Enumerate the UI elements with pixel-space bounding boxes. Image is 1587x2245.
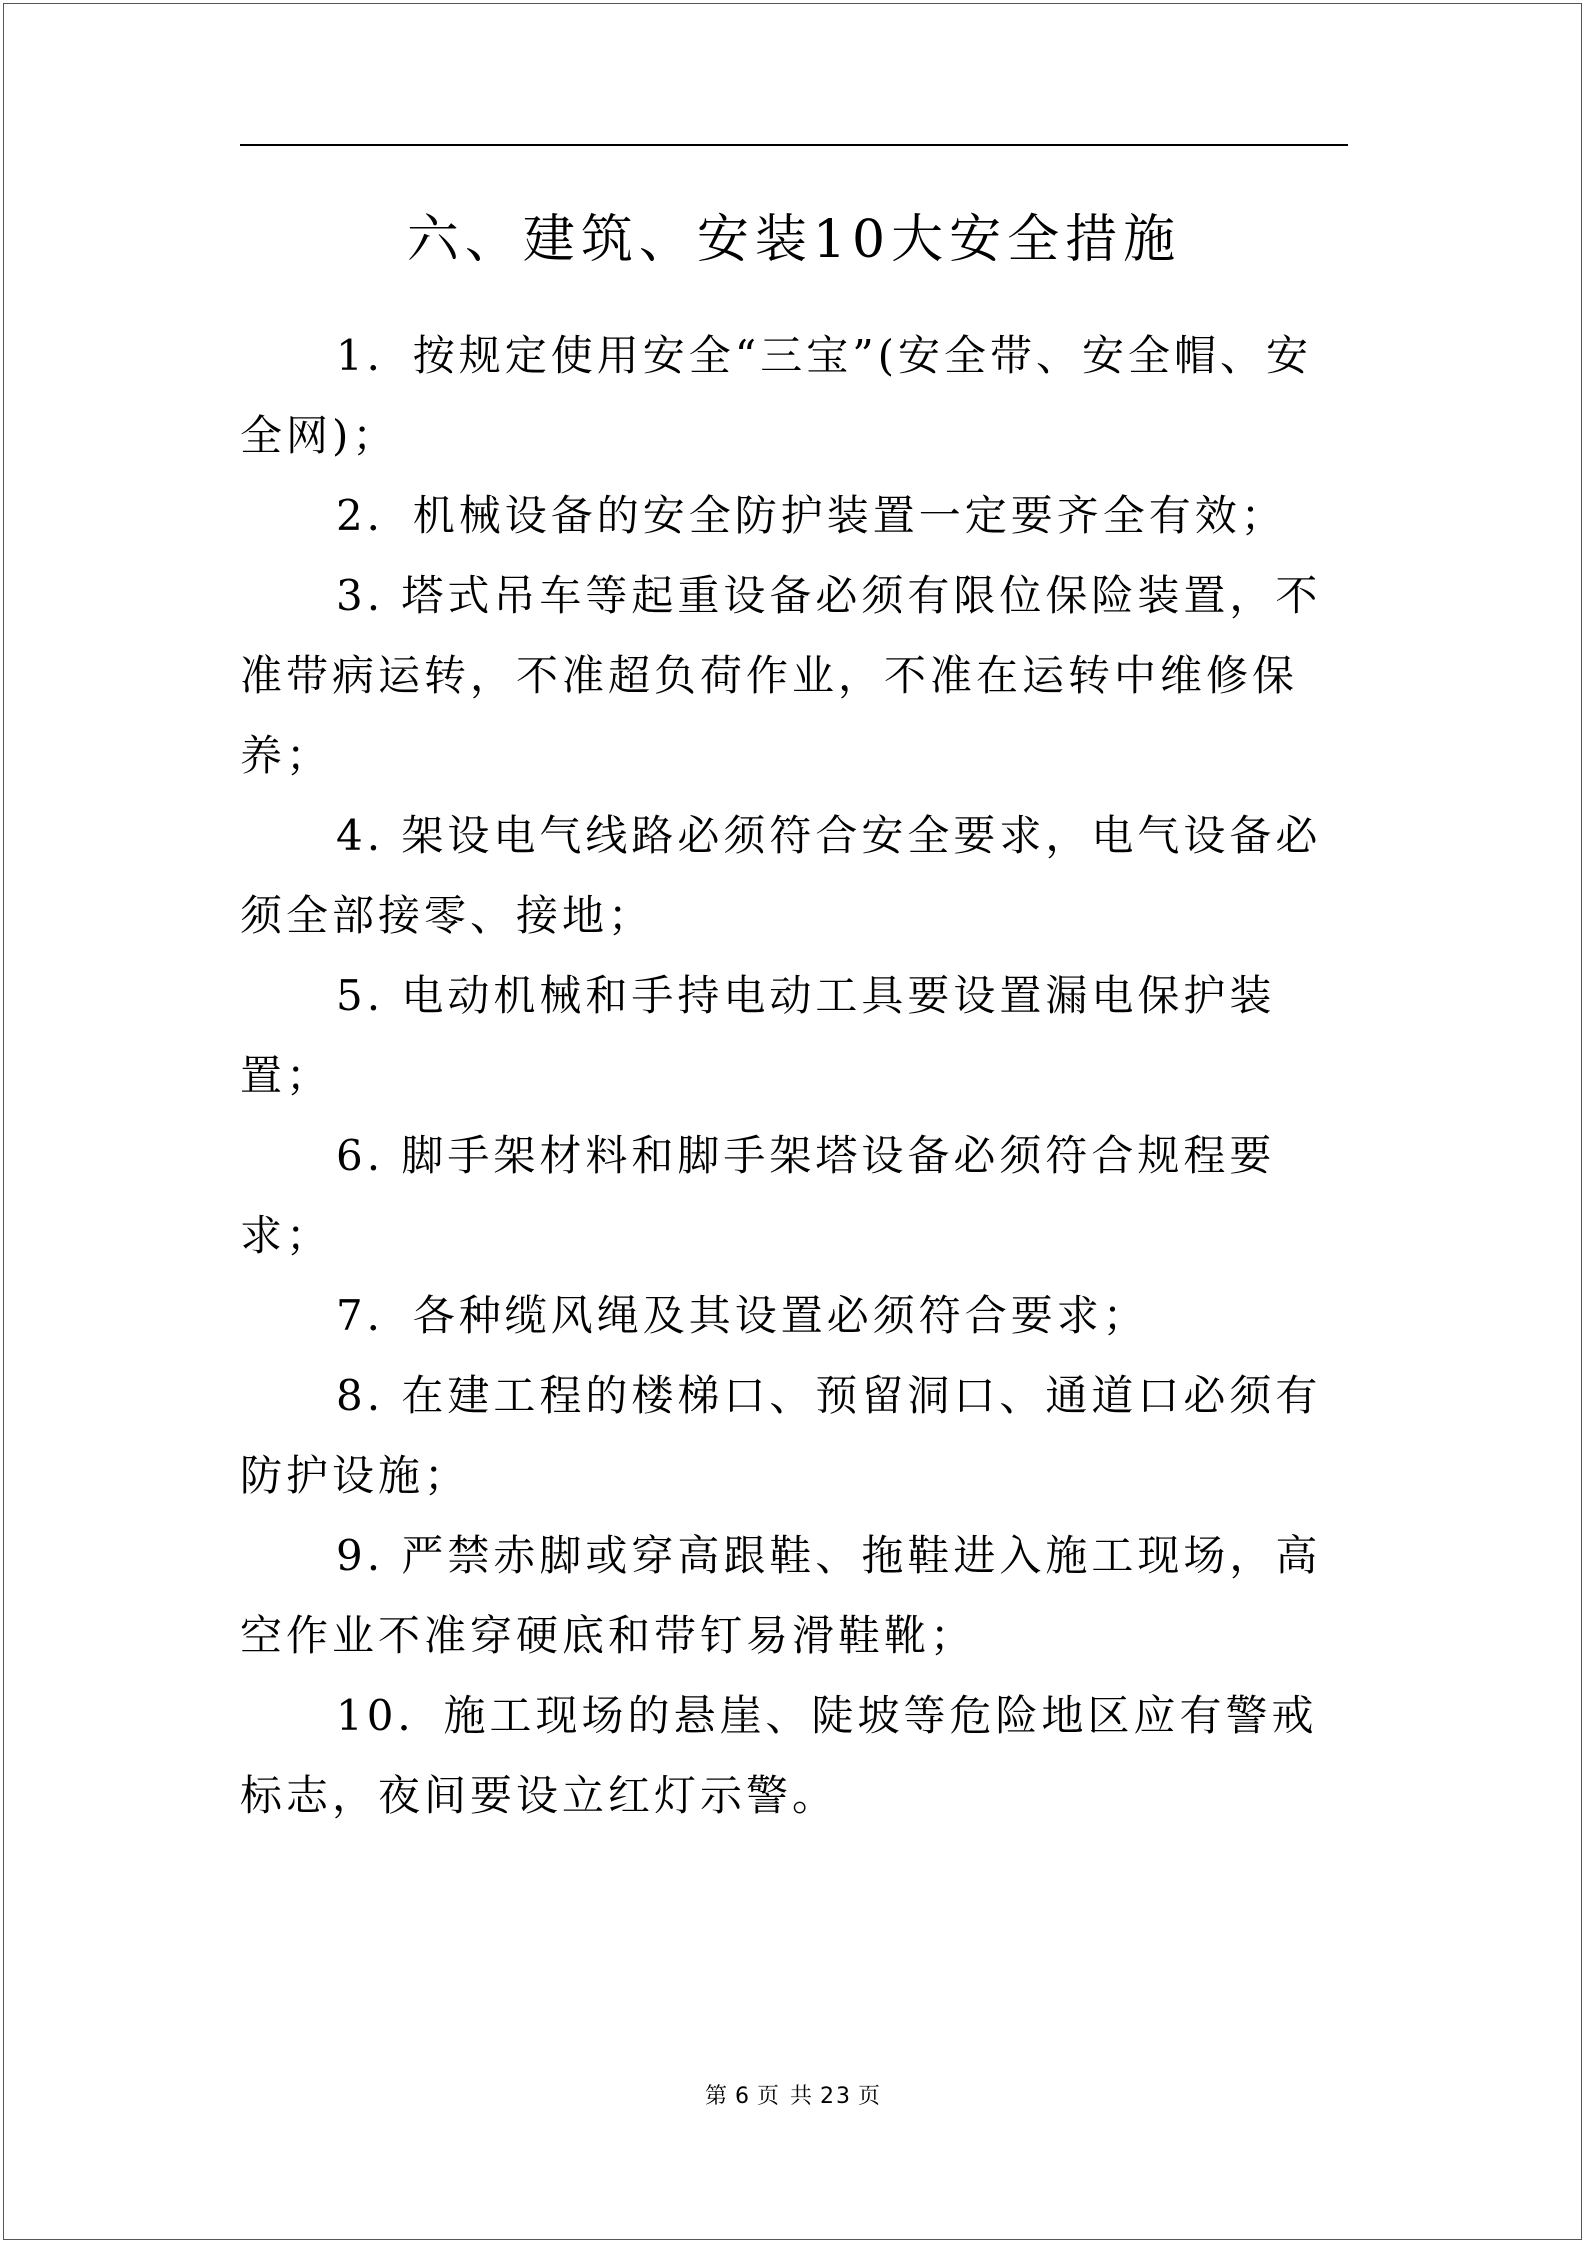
measure-item: 10．施工现场的悬崖、陡坡等危险地区应有警戒标志，夜间要设立红灯示警。 [240, 1691, 1318, 1820]
footer-suffix: 页 [858, 2084, 883, 2109]
measure-item: 3. 塔式吊车等起重设备必须有限位保险装置，不准带病运转，不准超负荷作业，不准在运转中维修保养； [240, 571, 1322, 780]
measures-list [240, 316, 1352, 1836]
measure-item: 2．机械设备的安全防护装置一定要齐全有效； [336, 491, 1287, 540]
measure-item: 5. 电动机械和手持电动工具要设置漏电保护装置； [240, 971, 1276, 1100]
page-footer [0, 2082, 1587, 2112]
footer-middle: 页 共 [757, 2084, 814, 2109]
footer-total-pages: 23 [820, 2084, 852, 2109]
measure-item: 6. 脚手架材料和脚手架塔设备必须符合规程要求； [240, 1131, 1276, 1260]
footer-page-number: 6 [735, 2084, 751, 2109]
measure-item: 4. 架设电气线路必须符合安全要求，电气设备必须全部接零、接地； [240, 811, 1322, 940]
measure-item: 9. 严禁赤脚或穿高跟鞋、拖鞋进入施工现场，高空作业不准穿硬底和带钉易滑鞋靴； [240, 1531, 1322, 1660]
measure-item: 1．按规定使用安全“三宝”(安全带、安全帽、安全网)； [240, 331, 1313, 460]
header-rule [240, 144, 1348, 146]
page-title: 六、建筑、安装10大安全措施 [406, 210, 1182, 270]
footer-prefix: 第 [704, 2084, 729, 2109]
measure-item: 8. 在建工程的楼梯口、预留洞口、通道口必须有防护设施； [240, 1371, 1322, 1500]
measure-item: 7．各种缆风绳及其设置必须符合要求； [336, 1291, 1149, 1340]
